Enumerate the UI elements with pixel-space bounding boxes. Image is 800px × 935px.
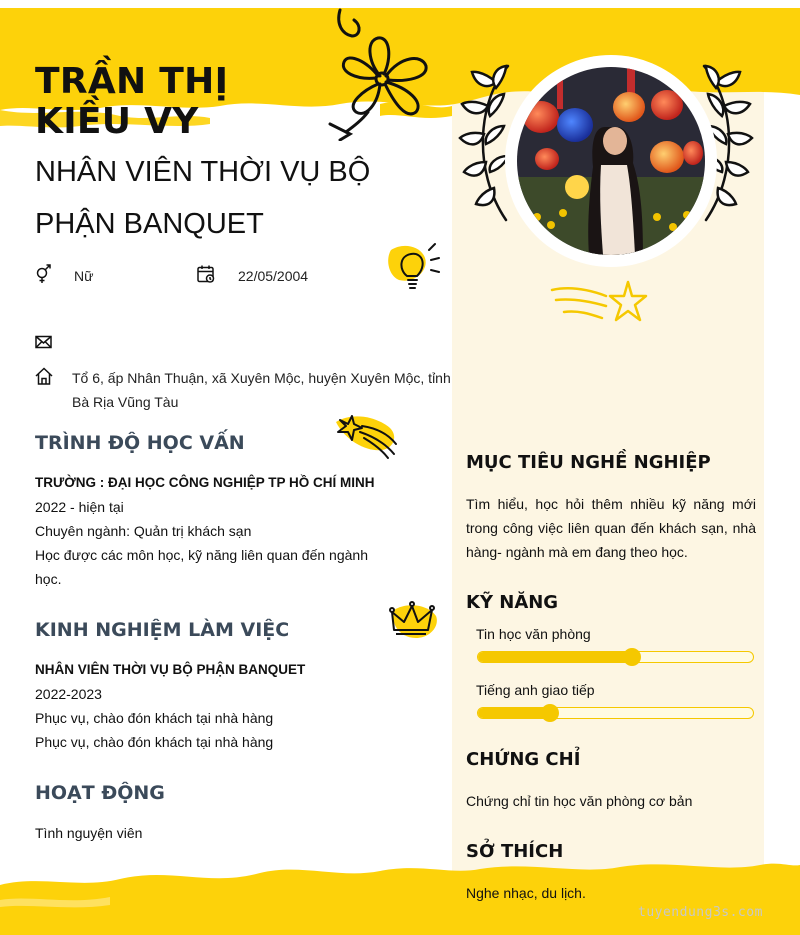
experience-heading: KINH NGHIỆM LÀM VIỆC [35, 619, 290, 641]
education-school: TRƯỜNG : ĐẠI HỌC CÔNG NGHIỆP TP HỒ CHÍ MINH [35, 475, 375, 490]
calendar-icon [196, 264, 216, 284]
lightbulb-doodle-icon [385, 240, 445, 295]
star-doodle-icon [550, 278, 654, 326]
profile-photo [517, 67, 705, 255]
hobbies-heading: SỞ THÍCH [466, 841, 564, 862]
objective-text: Tìm hiểu, học hỏi thêm nhiều kỹ năng mới trong công việc liên quan đến khách sạn, nhà hàng- ngành mà em đang theo học. [466, 496, 756, 560]
education-major: Chuyên ngành: Quản trị khách sạn [35, 523, 252, 539]
birthdate-value: 22/05/2004 [238, 268, 309, 284]
home-icon [34, 366, 54, 386]
objective-heading: MỤC TIÊU NGHỀ NGHIỆP [466, 452, 711, 473]
experience-line: Phục vụ, chào đón khách tại nhà hàng [35, 710, 274, 726]
candidate-name: TRẦN THỊ KIỀU VY [35, 61, 229, 142]
gender-value: Nữ [74, 268, 94, 284]
certificates-heading: CHỨNG CHỈ [466, 749, 581, 770]
gender-icon [34, 264, 54, 284]
skill-bar-fill [478, 708, 550, 718]
envelope-icon [34, 332, 54, 352]
activities-text: Tình nguyện viên [35, 825, 143, 841]
job-title: NHÂN VIÊN THỜI VỤ BỘ PHẬN BANQUET [35, 156, 371, 240]
experience-period: 2022-2023 [35, 686, 102, 702]
skill-bar-knob [541, 704, 559, 722]
skill-bar [477, 707, 754, 719]
shooting-star-doodle-icon [332, 412, 400, 462]
skills-heading: KỸ NĂNG [466, 592, 559, 613]
skill-bar-fill [478, 652, 632, 662]
education-period: 2022 - hiện tại [35, 499, 124, 515]
skill-label: Tiếng anh giao tiếp [476, 682, 595, 698]
education-description: Học được các môn học, kỹ năng liên quan đến ngành học. [35, 547, 368, 587]
certificates-text: Chứng chỉ tin học văn phòng cơ bản [466, 793, 693, 809]
hobbies-text: Nghe nhạc, du lịch. [466, 885, 586, 901]
address-value: Tổ 6, ấp Nhân Thuận, xã Xuyên Mộc, huyện Xuyên Mộc, tỉnh Bà Rịa Vũng Tàu [72, 370, 451, 410]
skill-label: Tin học văn phòng [476, 626, 591, 642]
flower-doodle-icon [318, 6, 448, 141]
profile-photo-frame [505, 55, 717, 267]
skill-bar [477, 651, 754, 663]
crown-doodle-icon [388, 600, 440, 642]
watermark-text: tuyendung3s.com [638, 905, 763, 920]
activities-heading: HOẠT ĐỘNG [35, 782, 165, 804]
skill-bar-knob [623, 648, 641, 666]
education-heading: TRÌNH ĐỘ HỌC VẤN [35, 432, 245, 454]
experience-position: NHÂN VIÊN THỜI VỤ BỘ PHẬN BANQUET [35, 662, 306, 677]
experience-line: Phục vụ, chào đón khách tại nhà hàng [35, 734, 274, 750]
